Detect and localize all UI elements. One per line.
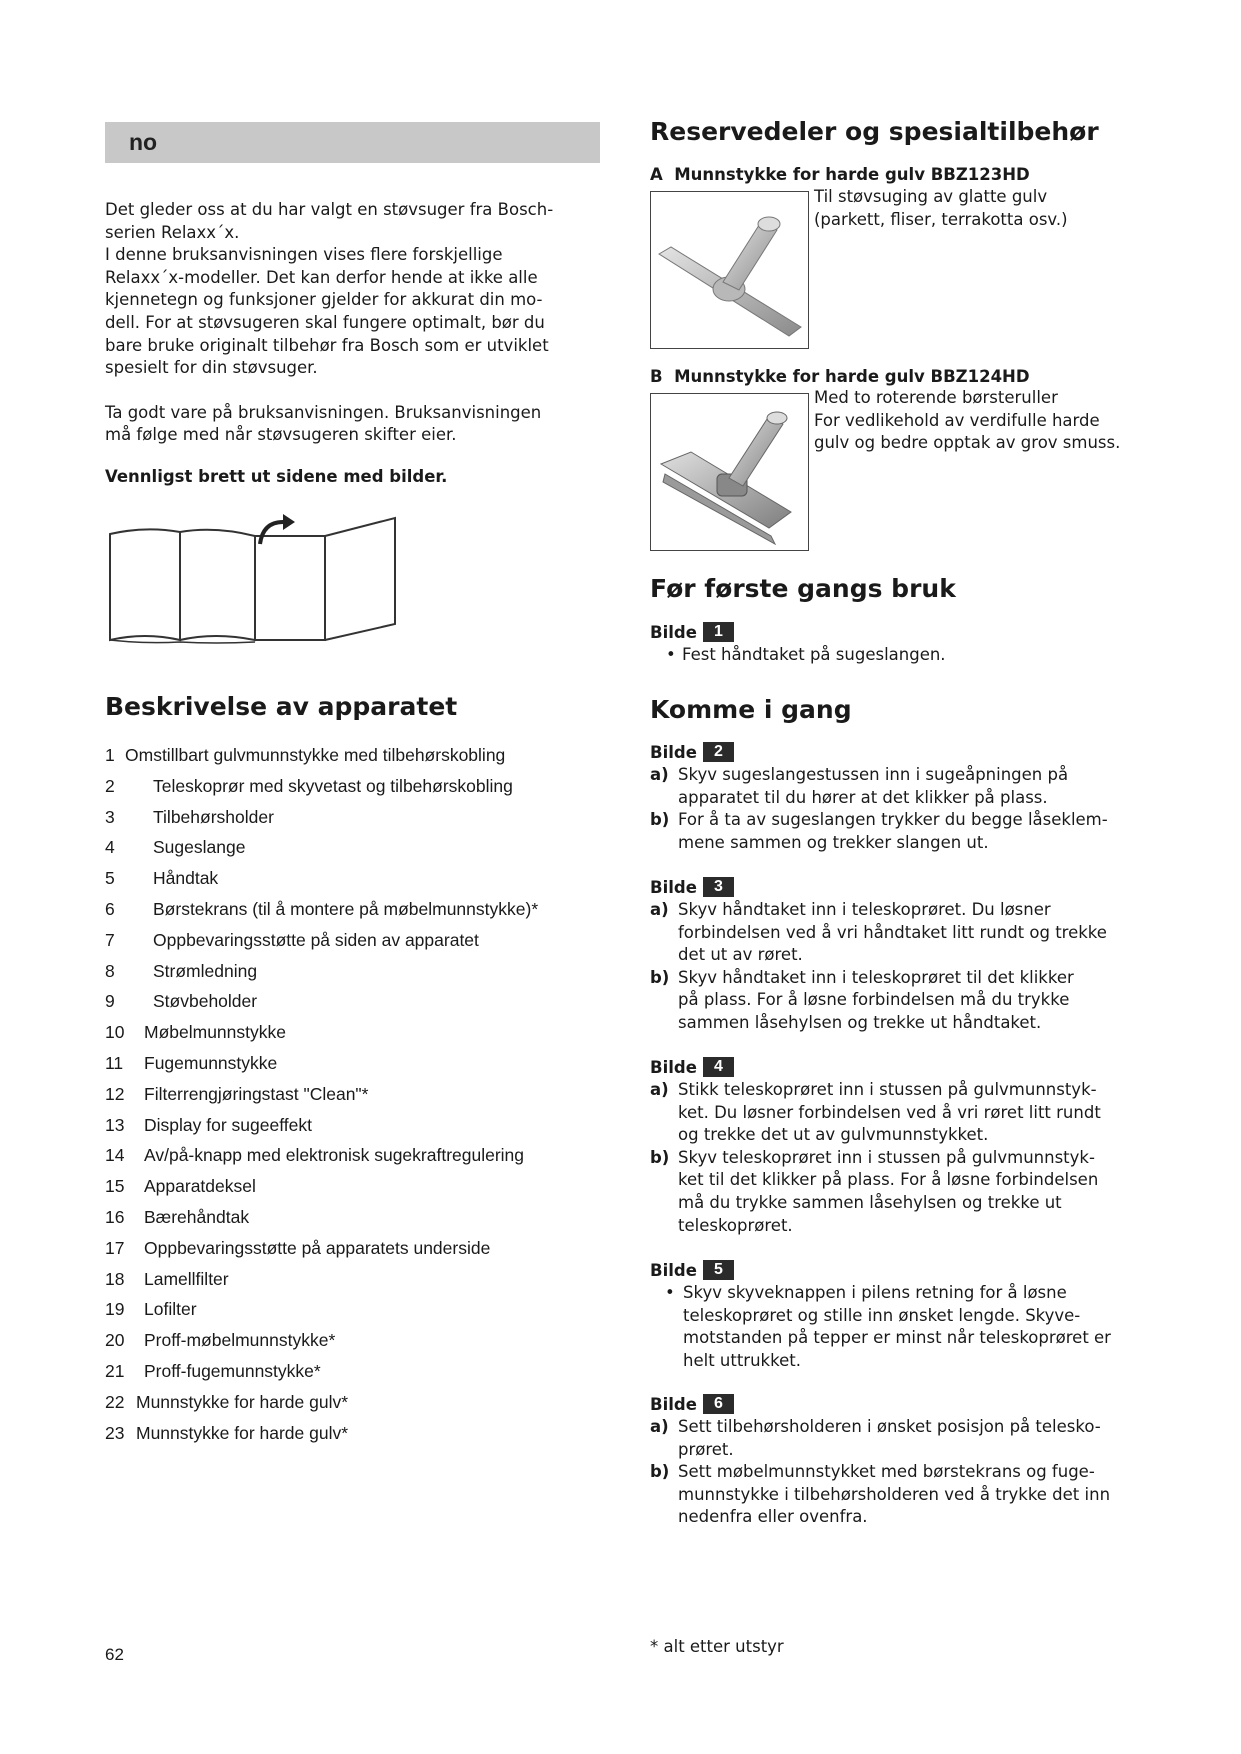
figure-label: Bilde 2 bbox=[650, 742, 1155, 762]
intro-line: Ta godt vare på bruksanvisningen. Bruksanvisningen bbox=[105, 402, 542, 422]
intro-line: I denne bruksanvisningen vises flere forskjellige bbox=[105, 245, 503, 265]
figure-badge: 5 bbox=[703, 1260, 734, 1280]
fold-out-illustration bbox=[105, 512, 420, 652]
list-item: 5 Håndtak bbox=[105, 868, 219, 889]
figure-label: Bilde 4 bbox=[650, 1057, 1155, 1077]
brush-roller-nozzle-icon bbox=[651, 394, 808, 550]
getting-started-title: Komme i gang bbox=[650, 695, 852, 724]
list-item: 8 Strømledning bbox=[105, 960, 258, 981]
list-item: 16 Bærehåndtak bbox=[105, 1206, 250, 1227]
step-line: a) Stikk teleskoprøret inn i stussen på gulvmunnstyk- bbox=[650, 1080, 1097, 1099]
step-line: ket. Du løsner forbindelsen ved å vri røret litt rundt bbox=[678, 1102, 1101, 1122]
figure-badge: 3 bbox=[703, 877, 734, 897]
language-code: no bbox=[129, 129, 158, 155]
step-line: nedenfra eller ovenfra. bbox=[678, 1507, 868, 1527]
list-item: 1 Omstillbart gulvmunnstykke med tilbehørskobling bbox=[105, 745, 506, 765]
step-line: må du trykke sammen låsehylsen og trekke ut bbox=[678, 1192, 1062, 1212]
step-line: b) Sett møbelmunnstykket med børstekrans og fuge- bbox=[650, 1462, 1095, 1482]
step-line: ket til det klikker på plass. For å løsne forbindelsen bbox=[678, 1170, 1099, 1190]
step-line: mene sammen og trekker slangen ut. bbox=[678, 832, 989, 852]
figure-section bbox=[650, 1057, 1155, 1237]
list-item: 19 Lofilter bbox=[105, 1299, 197, 1320]
before-first-use-section bbox=[650, 622, 1155, 667]
list-item: 3 Tilbehørsholder bbox=[105, 806, 274, 827]
list-item: 17 Oppbevaringsstøtte på apparatets underside bbox=[105, 1237, 491, 1258]
intro-line: må følge med når støvsugeren skifter eier. bbox=[105, 425, 457, 445]
figure-label: Bilde 6 bbox=[650, 1394, 1155, 1414]
hard-floor-nozzle-icon bbox=[651, 192, 808, 348]
list-item: 11 Fugemunnstykke bbox=[105, 1052, 278, 1073]
list-item: 13 Display for sugeeffekt bbox=[105, 1114, 312, 1135]
accessory-b-description bbox=[814, 387, 1147, 455]
page-number: 62 bbox=[105, 1645, 124, 1664]
list-item: 15 Apparatdeksel bbox=[105, 1176, 256, 1197]
step-line: og trekke det ut av gulvmunnstykket. bbox=[678, 1125, 989, 1145]
step-line: b) Skyv håndtaket inn i teleskoprøret til det klikker bbox=[650, 967, 1074, 987]
step-line: a) Skyv håndtaket inn i teleskoprøret. Du løsner bbox=[650, 900, 1051, 919]
step-line: forbindelsen ved å vri håndtaket litt rundt og trekke bbox=[678, 922, 1107, 942]
footnote: * alt etter utstyr bbox=[650, 1637, 784, 1656]
parts-title: Beskrivelse av apparatet bbox=[105, 692, 458, 721]
figure-section bbox=[650, 742, 1155, 854]
spare-parts-title: Reservedeler og spesialtilbehør bbox=[650, 117, 1099, 146]
figure-section bbox=[650, 877, 1155, 1035]
step-line: b) For å ta av sugeslangen trykker du begge låseklem- bbox=[650, 810, 1108, 830]
accessory-a-heading: A Munnstykke for harde gulv BBZ123HD bbox=[650, 165, 1030, 184]
description-line: gulv og bedre opptak av grov smuss. bbox=[814, 433, 1121, 453]
description-line: Til støvsuging av glatte gulv bbox=[814, 187, 1048, 206]
figure-badge: 4 bbox=[703, 1057, 734, 1077]
figure-label: Bilde 1 bbox=[650, 622, 1155, 642]
list-item: 2 Teleskoprør med skyvetast og tilbehørskobling bbox=[105, 775, 513, 796]
step-line: på plass. For å løsne forbindelsen må du trykke bbox=[678, 990, 1070, 1010]
intro-line: dell. For at støvsugeren skal fungere optimalt, bør du bbox=[105, 312, 545, 332]
figure-label: Bilde 3 bbox=[650, 877, 1155, 897]
list-item: 10 Møbelmunnstykke bbox=[105, 1022, 286, 1043]
list-item: 14 Av/på-knapp med elektronisk sugekraftregulering bbox=[105, 1145, 525, 1166]
description-line: (parkett, fliser, terrakotta osv.) bbox=[814, 209, 1068, 229]
intro-line: Det gleder oss at du har valgt en støvsuger fra Bosch- bbox=[105, 200, 554, 219]
figure-label: Bilde 5 bbox=[650, 1260, 1155, 1280]
description-line: For vedlikehold av verdifulle harde bbox=[814, 410, 1100, 430]
list-item: 4 Sugeslange bbox=[105, 837, 246, 858]
parts-list bbox=[105, 745, 605, 1453]
step-line: helt uttrukket. bbox=[683, 1350, 801, 1370]
step-line: det ut av røret. bbox=[678, 945, 803, 965]
intro-line: kjennetegn og funksjoner gjelder for akkurat din mo- bbox=[105, 290, 543, 310]
step-line: sammen låsehylsen og trekke ut håndtaket. bbox=[678, 1012, 1042, 1032]
accessory-b-image bbox=[650, 393, 809, 551]
before-first-use-title: Før første gangs bruk bbox=[650, 574, 956, 603]
figure-section bbox=[650, 1260, 1155, 1372]
intro-line: Relaxx´x-modeller. Det kan derfor hende at ikke alle bbox=[105, 267, 538, 287]
list-item: 12 Filterrengjøringstast "Clean"* bbox=[105, 1083, 369, 1104]
step-line: a) Sett tilbehørsholderen i ønsket posisjon på telesko- bbox=[650, 1417, 1101, 1436]
figure-badge: 2 bbox=[703, 742, 734, 762]
figure-section bbox=[650, 1394, 1155, 1529]
intro-line: bare bruke originalt tilbehør fra Bosch som er utviklet bbox=[105, 335, 549, 355]
list-item: 6 Børstekrans (til å montere på møbelmunnstykke)* bbox=[105, 898, 539, 919]
intro-text bbox=[105, 199, 603, 447]
step-line: a) Skyv sugeslangestussen inn i sugeåpningen på bbox=[650, 765, 1069, 784]
step-line: motstanden på tepper er minst når teleskoprøret er bbox=[683, 1328, 1111, 1348]
accessory-a-description bbox=[814, 186, 1147, 231]
figure-badge: 1 bbox=[703, 622, 734, 642]
intro-line: serien Relaxx´x. bbox=[105, 222, 240, 242]
step-line: • Skyv skyveknappen i pilens retning for å løsne bbox=[665, 1283, 1067, 1302]
step-line: munnstykke i tilbehørsholderen ved å trykke det inn bbox=[678, 1484, 1111, 1504]
fold-instruction: Vennligst brett ut sidene med bilder. bbox=[105, 467, 448, 486]
language-bar bbox=[105, 122, 600, 163]
intro-line: spesielt for din støvsuger. bbox=[105, 358, 318, 378]
step: • Fest håndtaket på sugeslangen. bbox=[666, 645, 946, 664]
step-line: b) Skyv teleskoprøret inn i stussen på gulvmunnstyk- bbox=[650, 1147, 1095, 1167]
list-item: 18 Lamellfilter bbox=[105, 1268, 229, 1289]
step-line: teleskoprøret og stille inn ønsket lengde. Skyve- bbox=[683, 1305, 1081, 1325]
figure-badge: 6 bbox=[703, 1394, 734, 1414]
step-line: prøret. bbox=[678, 1439, 734, 1459]
list-item: 23 Munnstykke for harde gulv* bbox=[105, 1422, 349, 1443]
accessory-b-heading: B Munnstykke for harde gulv BBZ124HD bbox=[650, 367, 1030, 386]
accessory-a-image bbox=[650, 191, 809, 349]
list-item: 9 Støvbeholder bbox=[105, 991, 258, 1012]
list-item: 7 Oppbevaringsstøtte på siden av apparatet bbox=[105, 929, 479, 950]
step-line: teleskoprøret. bbox=[678, 1215, 793, 1235]
description-line: Med to roterende børsteruller bbox=[814, 388, 1058, 407]
list-item: 21 Proff-fugemunnstykke* bbox=[105, 1360, 321, 1381]
step-line: apparatet til du hører at det klikker på plass. bbox=[678, 787, 1048, 807]
list-item: 20 Proff-møbelmunnstykke* bbox=[105, 1330, 336, 1351]
list-item: 22 Munnstykke for harde gulv* bbox=[105, 1391, 349, 1412]
